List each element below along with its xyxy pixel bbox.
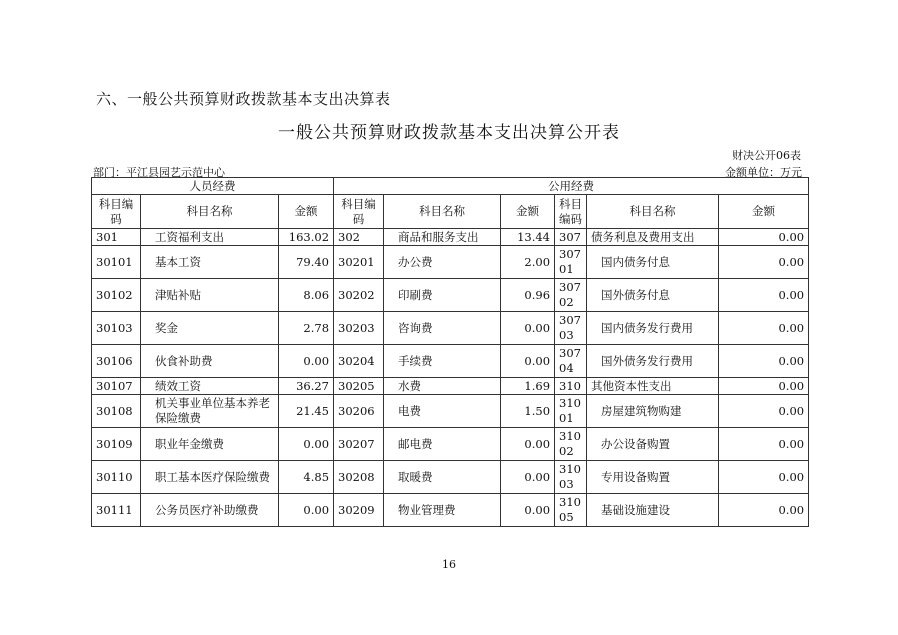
code-cell: 30208 bbox=[334, 461, 384, 494]
name-cell: 津贴补贴 bbox=[141, 279, 279, 312]
amount-cell: 0.00 bbox=[719, 395, 809, 428]
col-header-code: 科目编码 bbox=[92, 195, 141, 229]
code-cell: 30201 bbox=[334, 246, 384, 279]
name-cell: 债务利息及费用支出 bbox=[587, 229, 719, 246]
name-cell: 基本工资 bbox=[141, 246, 279, 279]
group-header-personnel: 人员经费 bbox=[92, 178, 334, 195]
amount-cell: 0.00 bbox=[719, 345, 809, 378]
amount-cell: 4.85 bbox=[279, 461, 334, 494]
col-header-name: 科目名称 bbox=[587, 195, 719, 229]
name-cell: 国外债务付息 bbox=[587, 279, 719, 312]
amount-cell: 0.00 bbox=[501, 494, 555, 527]
code-cell: 30101 bbox=[92, 246, 141, 279]
col-header-amount: 金额 bbox=[501, 195, 555, 229]
code-cell: 30202 bbox=[334, 279, 384, 312]
code-cell: 30108 bbox=[92, 395, 141, 428]
code-cell: 307 bbox=[555, 229, 587, 246]
table-row bbox=[92, 229, 809, 246]
code-cell: 30704 bbox=[555, 345, 587, 378]
code-cell: 30702 bbox=[555, 279, 587, 312]
amount-cell: 2.78 bbox=[279, 312, 334, 345]
amount-cell: 0.00 bbox=[501, 345, 555, 378]
amount-cell: 0.00 bbox=[719, 428, 809, 461]
name-cell: 邮电费 bbox=[384, 428, 501, 461]
code-cell: 30110 bbox=[92, 461, 141, 494]
table-row bbox=[92, 312, 809, 345]
col-header-code: 科目编码 bbox=[555, 195, 587, 229]
name-cell: 公务员医疗补助缴费 bbox=[141, 494, 279, 527]
code-cell: 30103 bbox=[92, 312, 141, 345]
amount-cell: 1.50 bbox=[501, 395, 555, 428]
name-cell: 水费 bbox=[384, 378, 501, 395]
col-header-name: 科目名称 bbox=[141, 195, 279, 229]
code-cell: 30206 bbox=[334, 395, 384, 428]
code-cell: 30106 bbox=[92, 345, 141, 378]
amount-cell: 0.00 bbox=[501, 428, 555, 461]
code-cell: 30107 bbox=[92, 378, 141, 395]
table-row bbox=[92, 246, 809, 279]
code-cell: 30102 bbox=[92, 279, 141, 312]
code-cell: 301 bbox=[92, 229, 141, 246]
col-header-name: 科目名称 bbox=[384, 195, 501, 229]
name-cell: 办公费 bbox=[384, 246, 501, 279]
amount-cell: 2.00 bbox=[501, 246, 555, 279]
amount-cell: 36.27 bbox=[279, 378, 334, 395]
name-cell: 电费 bbox=[384, 395, 501, 428]
col-header-amount: 金额 bbox=[719, 195, 809, 229]
column-header-row bbox=[92, 195, 809, 229]
name-cell: 专用设备购置 bbox=[587, 461, 719, 494]
amount-cell: 0.00 bbox=[719, 461, 809, 494]
amount-cell: 0.96 bbox=[501, 279, 555, 312]
col-header-amount: 金额 bbox=[279, 195, 334, 229]
code-cell: 310 bbox=[555, 378, 587, 395]
amount-cell: 0.00 bbox=[501, 461, 555, 494]
code-cell: 31005 bbox=[555, 494, 587, 527]
name-cell: 绩效工资 bbox=[141, 378, 279, 395]
table-row bbox=[92, 279, 809, 312]
name-cell: 工资福利支出 bbox=[141, 229, 279, 246]
name-cell: 咨询费 bbox=[384, 312, 501, 345]
code-cell: 30109 bbox=[92, 428, 141, 461]
code-cell: 31003 bbox=[555, 461, 587, 494]
table-row bbox=[92, 461, 809, 494]
page-title: 一般公共预算财政拨款基本支出决算公开表 bbox=[278, 123, 620, 143]
code-cell: 31001 bbox=[555, 395, 587, 428]
code-cell: 30203 bbox=[334, 312, 384, 345]
amount-cell: 0.00 bbox=[719, 229, 809, 246]
name-cell: 国外债务发行费用 bbox=[587, 345, 719, 378]
name-cell: 国内债务发行费用 bbox=[587, 312, 719, 345]
table-row bbox=[92, 428, 809, 461]
table-row bbox=[92, 494, 809, 527]
name-cell: 机关事业单位基本养老保险缴费 bbox=[141, 395, 279, 428]
group-header-public: 公用经费 bbox=[334, 178, 809, 195]
code-cell: 30111 bbox=[92, 494, 141, 527]
code-cell: 30204 bbox=[334, 345, 384, 378]
amount-cell: 21.45 bbox=[279, 395, 334, 428]
amount-cell: 0.00 bbox=[279, 345, 334, 378]
code-cell: 30207 bbox=[334, 428, 384, 461]
table-row bbox=[92, 395, 809, 428]
amount-cell: 13.44 bbox=[501, 229, 555, 246]
page-number: 16 bbox=[442, 558, 456, 571]
amount-cell: 1.69 bbox=[501, 378, 555, 395]
amount-cell: 0.00 bbox=[279, 428, 334, 461]
code-cell: 30205 bbox=[334, 378, 384, 395]
name-cell: 其他资本性支出 bbox=[587, 378, 719, 395]
name-cell: 职业年金缴费 bbox=[141, 428, 279, 461]
section-heading: 六、一般公共预算财政拨款基本支出决算表 bbox=[96, 90, 391, 108]
name-cell: 基础设施建设 bbox=[587, 494, 719, 527]
unit-label: 金额单位：万元 bbox=[725, 166, 802, 179]
name-cell: 伙食补助费 bbox=[141, 345, 279, 378]
col-header-code: 科目编码 bbox=[334, 195, 384, 229]
code-cell: 31002 bbox=[555, 428, 587, 461]
code-cell: 30209 bbox=[334, 494, 384, 527]
amount-cell: 0.00 bbox=[279, 494, 334, 527]
amount-cell: 0.00 bbox=[719, 312, 809, 345]
table-row bbox=[92, 378, 809, 395]
amount-cell: 79.40 bbox=[279, 246, 334, 279]
group-header-row bbox=[92, 178, 809, 195]
name-cell: 职工基本医疗保险缴费 bbox=[141, 461, 279, 494]
form-code: 财决公开06表 bbox=[732, 149, 801, 162]
name-cell: 印刷费 bbox=[384, 279, 501, 312]
amount-cell: 0.00 bbox=[719, 279, 809, 312]
code-cell: 30701 bbox=[555, 246, 587, 279]
amount-cell: 0.00 bbox=[719, 246, 809, 279]
amount-cell: 0.00 bbox=[501, 312, 555, 345]
amount-cell: 8.06 bbox=[279, 279, 334, 312]
name-cell: 国内债务付息 bbox=[587, 246, 719, 279]
amount-cell: 0.00 bbox=[719, 494, 809, 527]
name-cell: 办公设备购置 bbox=[587, 428, 719, 461]
amount-cell: 0.00 bbox=[719, 378, 809, 395]
code-cell: 302 bbox=[334, 229, 384, 246]
name-cell: 奖金 bbox=[141, 312, 279, 345]
department-label: 部门：平江县园艺示范中心 bbox=[93, 166, 225, 179]
code-cell: 30703 bbox=[555, 312, 587, 345]
name-cell: 房屋建筑物购建 bbox=[587, 395, 719, 428]
budget-table bbox=[91, 177, 809, 527]
name-cell: 物业管理费 bbox=[384, 494, 501, 527]
name-cell: 商品和服务支出 bbox=[384, 229, 501, 246]
name-cell: 手续费 bbox=[384, 345, 501, 378]
table-row bbox=[92, 345, 809, 378]
name-cell: 取暖费 bbox=[384, 461, 501, 494]
amount-cell: 163.02 bbox=[279, 229, 334, 246]
